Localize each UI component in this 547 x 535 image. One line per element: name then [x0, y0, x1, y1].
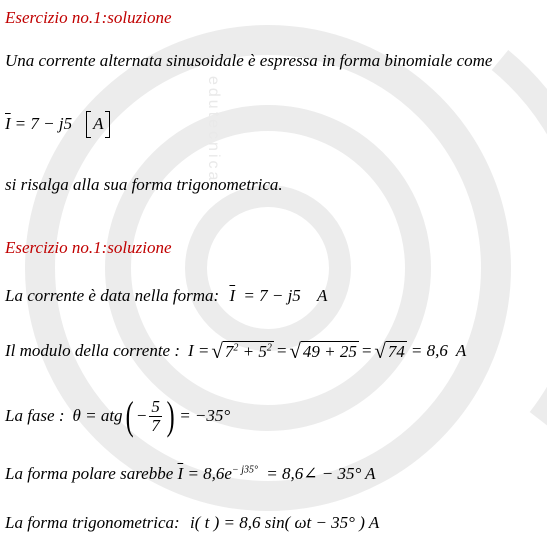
- given-expression: [5, 111, 110, 137]
- modulo-eq3: =: [360, 341, 373, 361]
- sqrt-sum-squares: √ $7^2 + 5^2$: [211, 338, 272, 363]
- modulo-result: = 8,6: [410, 341, 448, 361]
- line-fase: [5, 393, 231, 438]
- title-solution: Esercizio no.1:soluzione: [5, 238, 172, 257]
- left-paren: (: [125, 393, 134, 438]
- trig-expression: i( t ) = 8,6 sin( ωt − 35° ) A: [189, 513, 380, 532]
- fase-result: = −35°: [179, 406, 231, 425]
- line-modulo: [5, 340, 466, 362]
- sqrt-74: √ 74: [374, 338, 405, 363]
- title-exercise: Esercizio no.1:soluzione: [5, 8, 172, 27]
- polare-eq: = 8,6e: [187, 464, 232, 483]
- modulo-unit: A: [455, 341, 467, 361]
- polare-label: La forma polare sarebbe: [5, 464, 174, 483]
- current-rhs: = 7 − j5: [243, 286, 301, 305]
- current-form-label: La corrente è data nella forma:: [5, 286, 220, 305]
- fraction-5-7: $\frac{5}{7}$: [151, 396, 160, 435]
- unit-label: A: [93, 114, 104, 133]
- modulo-lhs: I =: [188, 341, 210, 361]
- unit-bracket: [86, 111, 110, 137]
- fase-label: La fase :: [5, 406, 65, 425]
- current-unit: A: [317, 286, 328, 305]
- trig-label: La forma trigonometrica:: [5, 513, 180, 532]
- given-rhs: = 7 − j5: [14, 114, 73, 133]
- line-polare: [5, 464, 376, 484]
- fase-lhs: θ = atg: [72, 406, 123, 425]
- question-text: si risalga alla sua forma trigonometrica.: [5, 175, 283, 194]
- line-current-form: [5, 286, 327, 306]
- polare-rhs: = 8,6∠ − 35° A: [266, 464, 376, 483]
- current-symbol: $\overline{I}$: [5, 114, 11, 133]
- current-symbol-3: $\overline{I}$: [177, 464, 184, 483]
- sqrt-49-25: √ 49 + 25: [289, 338, 357, 363]
- statement-text: Una corrente alternata sinusoidale è espressa in forma binomiale come: [5, 51, 493, 70]
- polare-exponent: − j35°: [231, 464, 258, 476]
- modulo-label: Il modulo della corrente :: [5, 341, 180, 361]
- right-paren: ): [166, 393, 175, 438]
- current-symbol-2: $\overline{I}$: [229, 286, 236, 305]
- modulo-eq2: =: [275, 341, 288, 361]
- line-trig: [5, 513, 379, 533]
- fase-minus: −: [135, 406, 148, 425]
- watermark-text: edutecnica: [205, 76, 222, 184]
